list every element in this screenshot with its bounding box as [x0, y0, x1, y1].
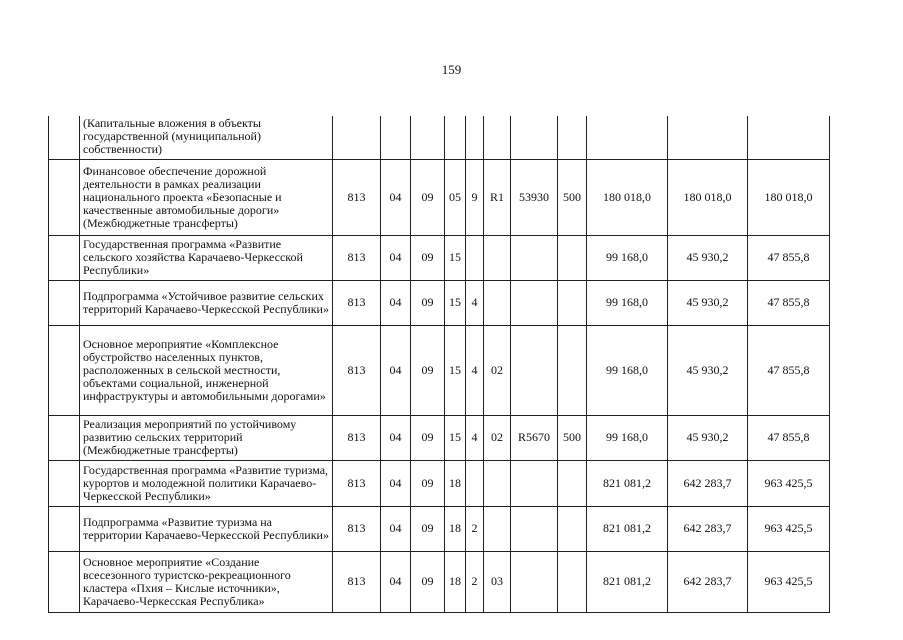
code-cell: R5670: [511, 415, 558, 460]
code-cell: [484, 506, 511, 551]
amount-cell: 963 425,5: [748, 506, 830, 551]
code-cell: [511, 460, 558, 506]
code-cell: [511, 280, 558, 325]
code-cell: 15: [445, 415, 466, 460]
code-cell: 18: [445, 460, 466, 506]
code-cell: [484, 235, 511, 280]
amount-cell: 45 930,2: [668, 415, 748, 460]
row-name: Государственная программа «Развитие сельского хозяйства Карачаево-Черкесской Республики»: [80, 235, 333, 280]
amount-cell: 45 930,2: [668, 235, 748, 280]
code-cell: 02: [484, 415, 511, 460]
code-cell: 813: [333, 460, 381, 506]
page-number: 159: [441, 62, 462, 77]
amount-cell: 47 855,8: [748, 325, 830, 415]
amount-cell: 963 425,5: [748, 460, 830, 506]
amount-cell: 180 018,0: [668, 159, 748, 235]
amount-cell: 642 283,7: [668, 551, 748, 612]
amount-cell: 47 855,8: [748, 235, 830, 280]
code-cell: 04: [381, 460, 411, 506]
row-name: Основное мероприятие «Создание всесезонного туристско-рекреационного кластера «Пхия – Кислые источники», Карачаево-Черкесская Республика»: [80, 551, 333, 612]
code-cell: [511, 506, 558, 551]
amount-cell: 821 081,2: [587, 460, 668, 506]
amount-cell: 99 168,0: [587, 280, 668, 325]
amount-cell: 180 018,0: [587, 159, 668, 235]
code-cell: 53930: [511, 159, 558, 235]
amount-cell: 821 081,2: [587, 551, 668, 612]
code-cell: 813: [333, 235, 381, 280]
code-cell: 05: [445, 159, 466, 235]
code-cell: [558, 506, 587, 551]
code-cell: [381, 116, 411, 159]
code-cell: [484, 460, 511, 506]
code-cell: 09: [411, 460, 445, 506]
amount-cell: 47 855,8: [748, 280, 830, 325]
budget-table: [48, 116, 830, 613]
code-cell: 09: [411, 280, 445, 325]
code-cell: [466, 235, 484, 280]
blank-cell: [49, 280, 80, 325]
blank-cell: [49, 235, 80, 280]
code-cell: 813: [333, 551, 381, 612]
code-cell: 04: [381, 551, 411, 612]
code-cell: 03: [484, 551, 511, 612]
code-cell: 813: [333, 506, 381, 551]
code-cell: [511, 325, 558, 415]
code-cell: [511, 116, 558, 159]
amount-cell: 99 168,0: [587, 415, 668, 460]
code-cell: [558, 280, 587, 325]
amount-cell: 180 018,0: [748, 159, 830, 235]
code-cell: 09: [411, 159, 445, 235]
amount-cell: 45 930,2: [668, 280, 748, 325]
table-row: [49, 460, 830, 506]
code-cell: 500: [558, 415, 587, 460]
code-cell: 04: [381, 280, 411, 325]
table-row: [49, 159, 830, 235]
amount-cell: [587, 116, 668, 159]
code-cell: 09: [411, 506, 445, 551]
code-cell: 04: [381, 159, 411, 235]
code-cell: [558, 460, 587, 506]
code-cell: R1: [484, 159, 511, 235]
code-cell: 18: [445, 506, 466, 551]
row-name: Подпрограмма «Устойчивое развитие сельских территорий Карачаево-Черкесской Республики»: [80, 280, 333, 325]
code-cell: 4: [466, 415, 484, 460]
table-row: [49, 551, 830, 612]
code-cell: [511, 551, 558, 612]
row-name: Финансовое обеспечение дорожной деятельности в рамках реализации национального проекта «Безопасные и качественные автомобильные дороги» (Межбюджетные трансферты): [80, 159, 333, 235]
code-cell: 04: [381, 415, 411, 460]
code-cell: [445, 116, 466, 159]
blank-cell: [49, 551, 80, 612]
code-cell: [466, 116, 484, 159]
table-row: [49, 235, 830, 280]
blank-cell: [49, 460, 80, 506]
code-cell: 04: [381, 235, 411, 280]
amount-cell: 47 855,8: [748, 415, 830, 460]
code-cell: 09: [411, 235, 445, 280]
code-cell: [466, 460, 484, 506]
row-name: Подпрограмма «Развитие туризма на территории Карачаево-Черкесской Республики»: [80, 506, 333, 551]
row-name: Основное мероприятие «Комплексное обустройство населенных пунктов, расположенных в сельской местности, объектами социальной, инженерной инфраструктуры и автомобильными дорогами»: [80, 325, 333, 415]
code-cell: 15: [445, 325, 466, 415]
table-row: [49, 116, 830, 159]
amount-cell: 821 081,2: [587, 506, 668, 551]
code-cell: 2: [466, 551, 484, 612]
code-cell: 813: [333, 280, 381, 325]
code-cell: 813: [333, 325, 381, 415]
amount-cell: 45 930,2: [668, 325, 748, 415]
code-cell: 9: [466, 159, 484, 235]
code-cell: 813: [333, 159, 381, 235]
code-cell: [558, 551, 587, 612]
table-row: [49, 280, 830, 325]
code-cell: 04: [381, 506, 411, 551]
row-name: (Капитальные вложения в объекты государственной (муниципальной) собственности): [80, 116, 333, 159]
code-cell: 02: [484, 325, 511, 415]
code-cell: [558, 325, 587, 415]
amount-cell: 642 283,7: [668, 506, 748, 551]
code-cell: 09: [411, 415, 445, 460]
row-name: Государственная программа «Развитие туризма, курортов и молодежной политики Карачаево-Черкесской Республики»: [80, 460, 333, 506]
code-cell: [484, 116, 511, 159]
table-row: [49, 325, 830, 415]
blank-cell: [49, 116, 80, 159]
code-cell: 813: [333, 415, 381, 460]
table-row: [49, 506, 830, 551]
code-cell: [511, 235, 558, 280]
blank-cell: [49, 325, 80, 415]
code-cell: 2: [466, 506, 484, 551]
code-cell: 09: [411, 325, 445, 415]
code-cell: [333, 116, 381, 159]
blank-cell: [49, 506, 80, 551]
code-cell: [411, 116, 445, 159]
row-name: Реализация мероприятий по устойчивому развитию сельских территорий (Межбюджетные трансферты): [80, 415, 333, 460]
blank-cell: [49, 415, 80, 460]
code-cell: 500: [558, 159, 587, 235]
code-cell: 18: [445, 551, 466, 612]
amount-cell: 99 168,0: [587, 235, 668, 280]
code-cell: 15: [445, 235, 466, 280]
code-cell: 4: [466, 280, 484, 325]
amount-cell: 963 425,5: [748, 551, 830, 612]
code-cell: [558, 235, 587, 280]
code-cell: 15: [445, 280, 466, 325]
amount-cell: [748, 116, 830, 159]
code-cell: 4: [466, 325, 484, 415]
code-cell: [558, 116, 587, 159]
amount-cell: 642 283,7: [668, 460, 748, 506]
table-row: [49, 415, 830, 460]
amount-cell: [668, 116, 748, 159]
amount-cell: 99 168,0: [587, 325, 668, 415]
blank-cell: [49, 159, 80, 235]
code-cell: 09: [411, 551, 445, 612]
code-cell: [484, 280, 511, 325]
code-cell: 04: [381, 325, 411, 415]
